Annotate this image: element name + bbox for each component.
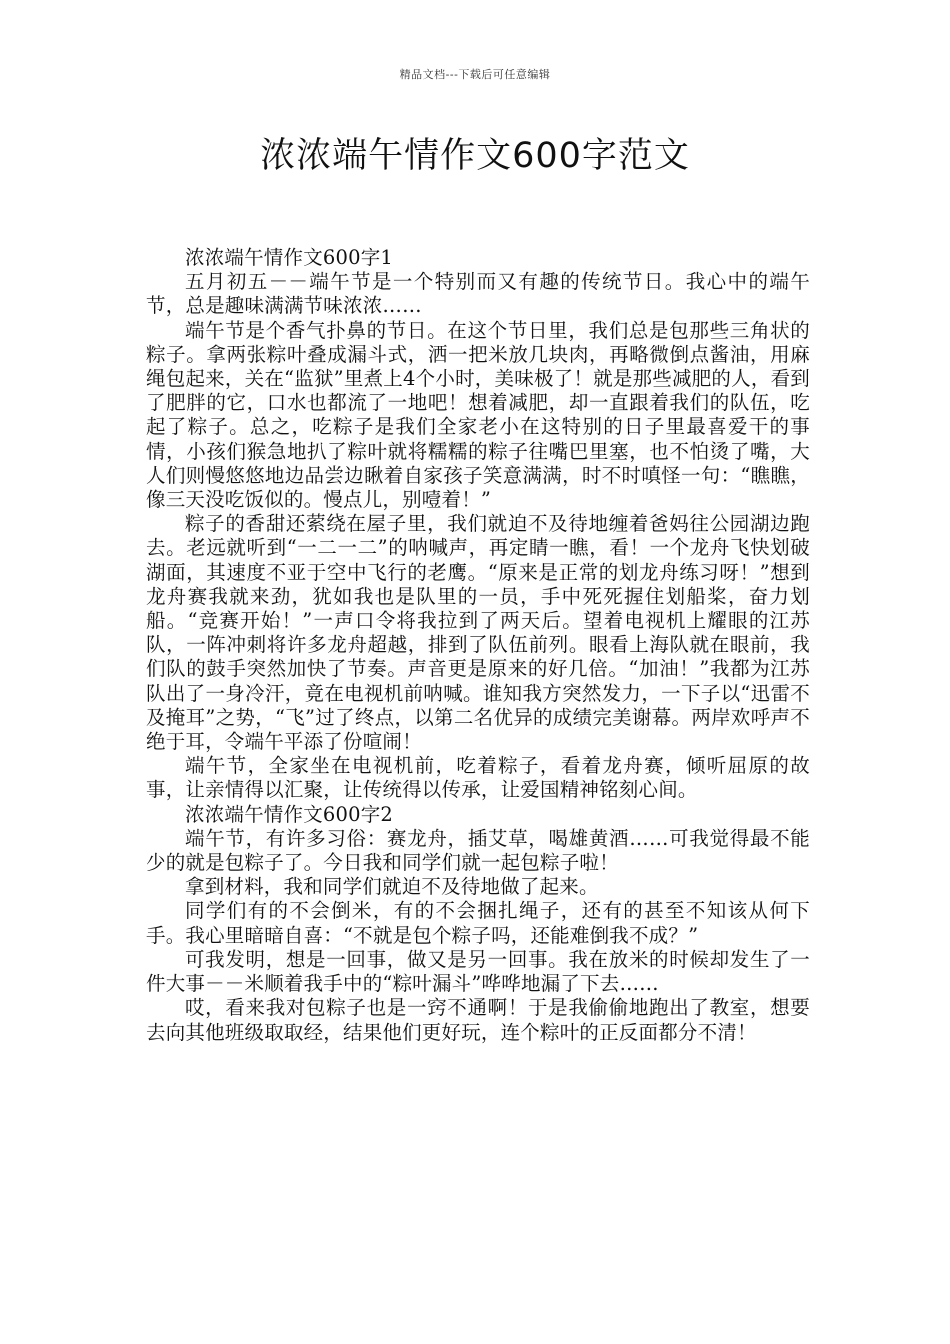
paragraph: 可我发明，想是一回事，做又是另一回事。我在放米的时候却发生了一件大事－－米顺着我手中的“粽叶漏斗”哗哗地漏了下去……: [146, 947, 810, 996]
paragraph: 端午节是个香气扑鼻的节日。在这个节日里，我们总是包那些三角状的粽子。拿两张粽叶叠成漏斗式，洒一把米放几块肉，再略微倒点酱油，用麻绳包起来，关在“监狱”里煮上4个小时，美味极了！就是那些减肥的人，看到了肥胖的它，口水也都流了一地吧！想着减肥，却一直跟着我们的队伍，吃起了粽子。总之，吃粽子是我们全家老小在这特别的日子里最喜爱干的事情，小孩们猴急地扒了粽叶就将糯糯的粽子往嘴巴里塞，也不怕烫了嘴，大人们则慢悠悠地边品尝边瞅着自家孩子笑意满满，时不时嗔怪一句：“瞧瞧，像三天没吃饭似的。慢点儿，别噎着！”: [146, 318, 810, 512]
document-title: 浓浓端午情作文600字范文: [260, 136, 690, 176]
paragraph: 端午节，有许多习俗：赛龙舟，插艾草，喝雄黄酒……可我觉得最不能少的就是包粽子了。今日我和同学们就一起包粽子啦！: [146, 826, 810, 875]
paragraph: 同学们有的不会倒米，有的不会捆扎绳子，还有的甚至不知该从何下手。我心里暗暗自喜：“不就是包个粽子吗，还能难倒我不成？”: [146, 899, 810, 947]
header-note: 精品文档---下载后可任意编辑: [399, 68, 551, 81]
paragraph: 拿到材料，我和同学们就迫不及待地做了起来。: [185, 875, 599, 899]
paragraph: 粽子的香甜还萦绕在屋子里，我们就迫不及待地缠着爸妈往公园湖边跑去。老远就听到“一二一二”的呐喊声，再定睛一瞧，看！一个龙舟飞快划破湖面，其速度不亚于空中飞行的老鹰。“原来是正常的划龙舟练习呀！”想到龙舟赛我就来劲，犹如我也是队里的一员，手中死死握住划船桨，奋力划船。“竞赛开始！”一声口令将我拉到了两天后。望着电视机上耀眼的江苏队，一阵冲刺将许多龙舟超越，排到了队伍前列。眼看上海队就在眼前，我们队的鼓手突然加快了节奏。声音更是原来的好几倍。“加油！”我都为江苏队出了一身冷汗，竟在电视机前呐喊。谁知我方突然发力，一下子以“迅雷不及掩耳”之势，“飞”过了终点，以第二名优异的成绩完美谢幕。两岸欢呼声不绝于耳，令端午平添了份喧闹！: [146, 512, 810, 754]
paragraph: 五月初五－－端午节是一个特别而又有趣的传统节日。我心中的端午节，总是趣味满满节味浓浓……: [146, 270, 810, 318]
paragraph: 哎，看来我对包粽子也是一窍不通啊！于是我偷偷地跑出了教室，想要去向其他班级取取经，结果他们更好玩，连个粽叶的正反面都分不清！: [146, 996, 810, 1044]
section-heading-2: 浓浓端午情作文600字2: [185, 802, 394, 826]
section-heading-1: 浓浓端午情作文600字1: [185, 246, 394, 269]
paragraph: 端午节，全家坐在电视机前，吃着粽子，看着龙舟赛，倾听屈原的故事，让亲情得以汇聚，让传统得以传承，让爱国精神铭刻心间。: [146, 754, 810, 802]
article-body: [146, 246, 810, 1045]
